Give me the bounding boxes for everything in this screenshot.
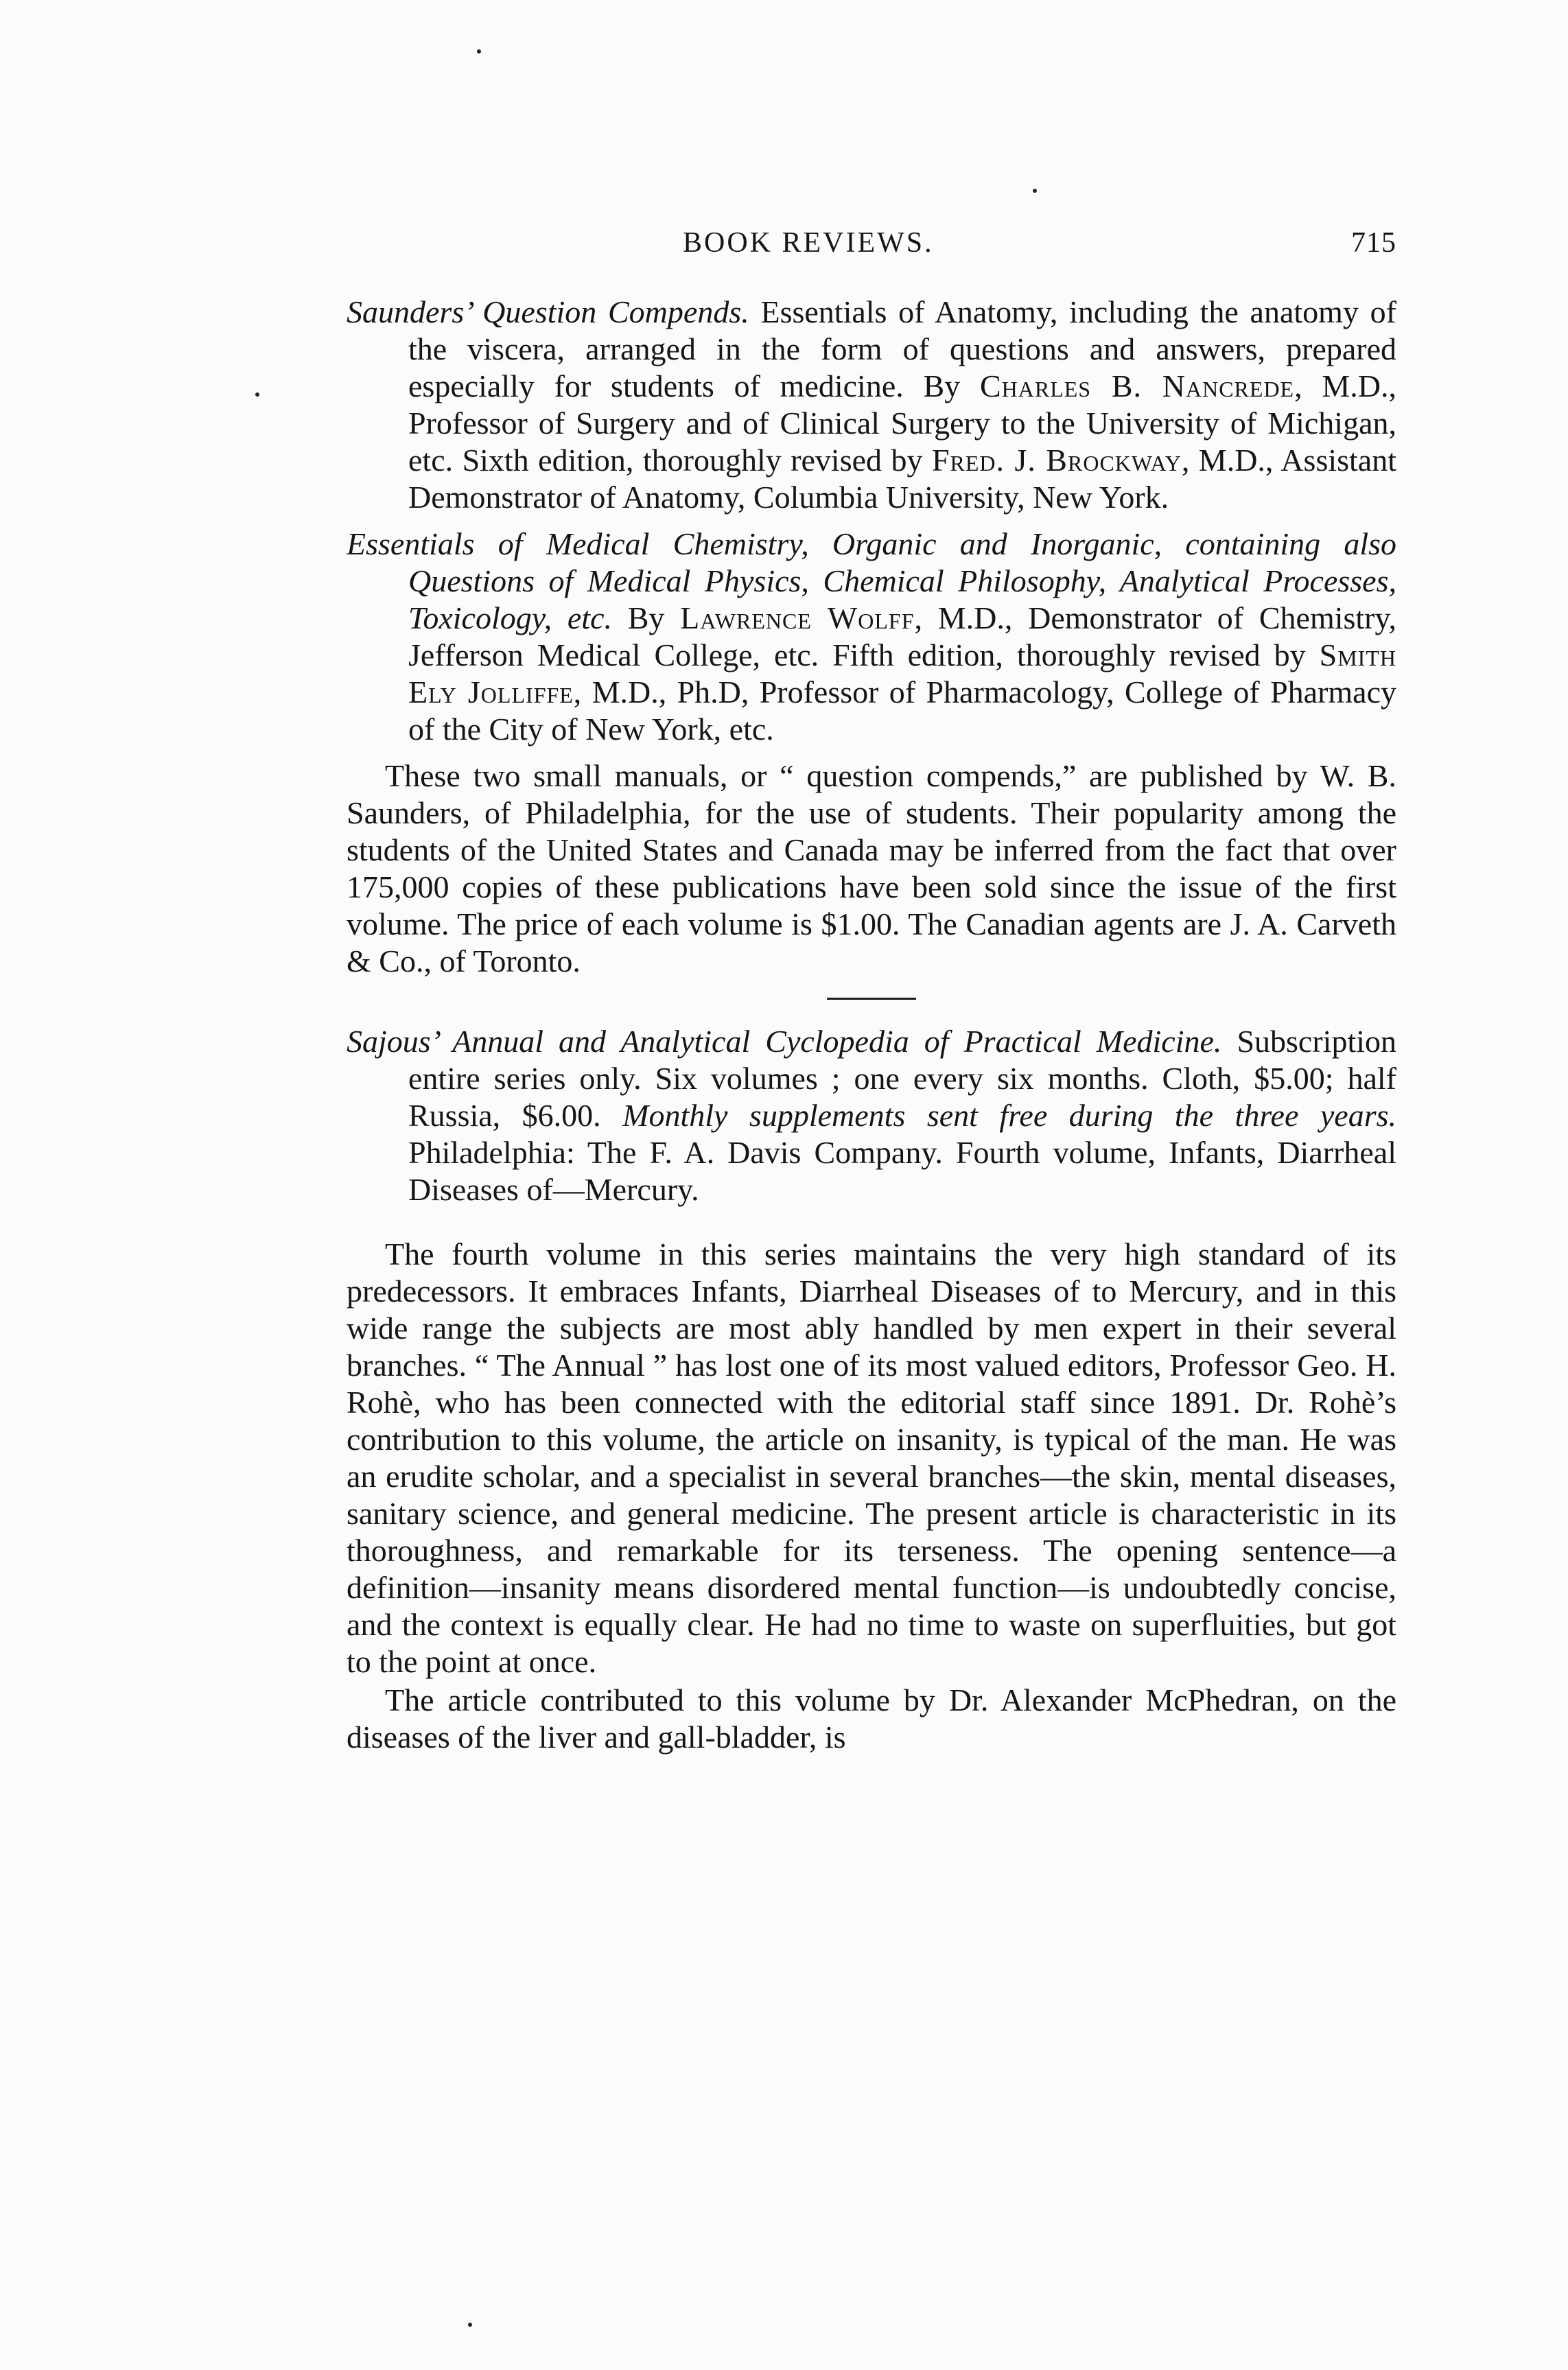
book-page [347, 226, 1396, 1757]
review-description: Philadelphia: The F. A. Davis Company. Fourth volume, Infants, Diarrheal Diseases of—Mercury. [408, 1135, 1396, 1207]
section-divider [827, 998, 916, 1000]
review-entry-saunders [347, 294, 1396, 516]
speck-bottom [468, 2323, 472, 2327]
review-reviser: Smith Ely Jolliffe [408, 637, 1396, 709]
review-description: By [612, 600, 681, 635]
page-number: 715 [1351, 227, 1396, 259]
speck-top [477, 49, 481, 54]
review-author: Lawrence Wolff [680, 600, 915, 635]
review-entry-sajous [347, 1023, 1396, 1208]
review-author: Charles B. Nancrede [979, 368, 1295, 403]
review-description: , M.D., Assistant Demonstrator of Anatomy, Columbia University, New York. [408, 443, 1397, 515]
review-description: Essentials of Anatomy, including the anatomy of the viscera, arranged in the form of questions and answers, prepared especially for students of medicine. By [408, 294, 1396, 403]
review-title: Saunders’ Question Compends. [347, 294, 749, 329]
review-title: Sajous’ Annual and Analytical Cyclopedia of Practical Medicine. [347, 1024, 1222, 1059]
running-head-title: BOOK REVIEWS. [683, 227, 934, 259]
review-note: Monthly supplements sent free during the three years. [622, 1098, 1396, 1133]
review-description: , M.D., Demonstrator of Chemistry, Jefferson Medical College, etc. Fifth edition, thoroughly revised by [408, 600, 1397, 672]
review-paragraph-mcphedran: The article contributed to this volume by Dr. Alexander McPhedran, on the diseases of the liver and gall-bladder, is [347, 1682, 1396, 1755]
review-description: , M.D., Ph.D, Professor of Pharmacology, College of Pharmacy of the City of New York, etc. [408, 674, 1397, 747]
review-entry-chemistry [347, 526, 1396, 748]
running-head [347, 226, 1396, 274]
speck-left [255, 392, 259, 397]
review-description: , M.D., Professor of Surgery and of Clinical Surgery to the University of Michigan, etc. Sixth edition, thoroughly revised by [408, 368, 1396, 478]
review-description: Subscription entire series only. Six volumes ; one every six months. Cloth, $5.00; half Russia, $6.00. [408, 1024, 1397, 1133]
review-title: Essentials of Medical Chemistry, Organic and Inorganic, containing also Questions of Medical Physics, Chemical Philosophy, Analytical Processes, Toxicology, etc. [347, 526, 1396, 635]
review-paragraph-annual: The fourth volume in this series maintains the very high standard of its predecessors. It embraces Infants, Diarrheal Diseases of to Mercury, and in this wide range the subjects are most ably handled by men expert in their several branches. “ The Annual ” has lost one of its most valued editors, Professor Geo. H. Rohè, who has been connected with the editorial staff since 1891. Dr. Rohè’s contribution to this volume, the article on insanity, is typical of the man. He was an erudite scholar, and a specialist in several branches—the skin, mental diseases, sanitary science, and general medicine. The present article is characteristic in its thoroughness, and remarkable for its terseness. The opening sentence—a definition—insanity means disordered mental function—is undoubtedly concise, and the context is equally clear. He had no time to waste on superfluities, but got to the point at once. [347, 1236, 1396, 1679]
speck-upper [1033, 189, 1037, 193]
review-reviser: Fred. J. Brockway [931, 443, 1182, 478]
review-paragraph-compends: These two small manuals, or “ question compends,” are published by W. B. Saunders, of Philadelphia, for the use of students. Their popularity among the students of the United States and Canada may be inferred from the fact that over 175,000 copies of these publications have been sold since the issue of the first volume. The price of each volume is $1.00. The Canadian agents are J. A. Carveth & Co., of Toronto. [347, 758, 1396, 978]
